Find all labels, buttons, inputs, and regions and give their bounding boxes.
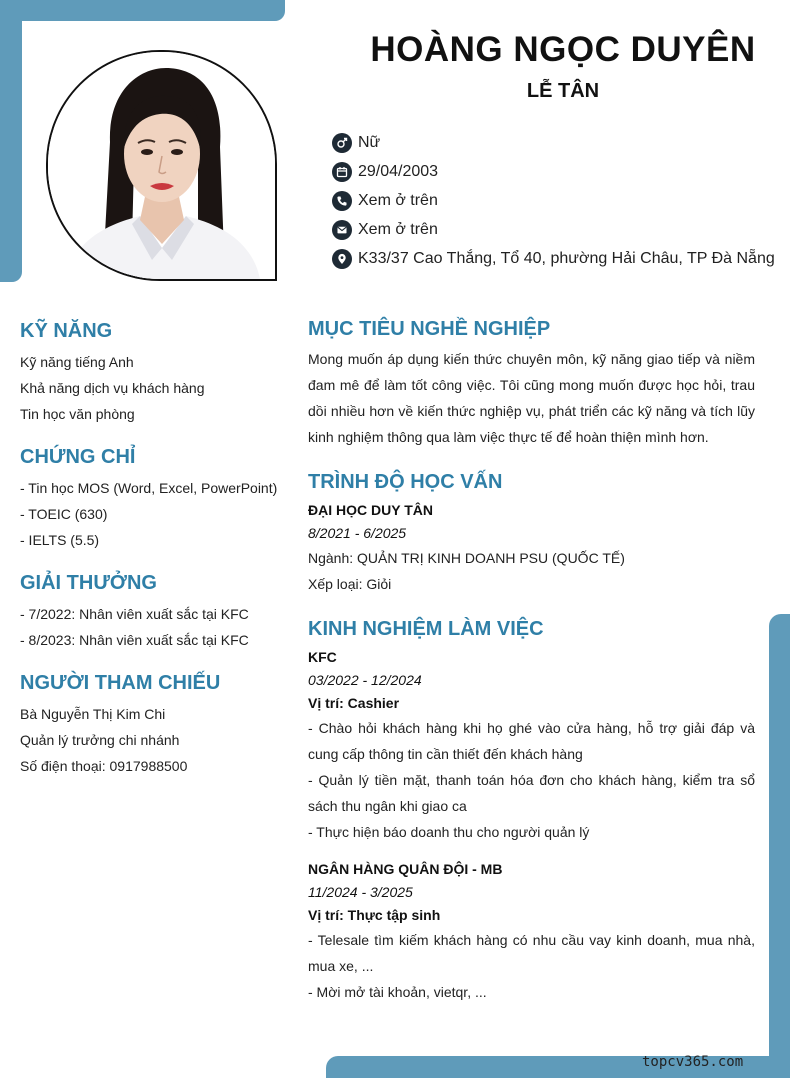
- references-section: [20, 670, 290, 779]
- job-company: KFC: [308, 649, 337, 665]
- info-address: [332, 244, 775, 273]
- education-grade: Xếp loại: Giỏi: [308, 576, 392, 592]
- experience-title: KINH NGHIỆM LÀM VIỆC: [308, 618, 544, 640]
- info-phone: [332, 186, 775, 215]
- info-birthday: [332, 157, 775, 186]
- certificate-item: - TOEIC (630): [20, 506, 108, 522]
- experience-section: [308, 616, 755, 1005]
- info-gender: [332, 128, 775, 157]
- info-gender-text: Nữ: [358, 133, 381, 151]
- job-period: 03/2022 - 12/2024: [308, 672, 422, 688]
- education-major: Ngành: QUẢN TRỊ KINH DOANH PSU (QUỐC TẾ): [308, 550, 625, 566]
- job-duty: - Chào hỏi khách hàng khi họ ghé vào cửa hàng, hỗ trợ giải đáp và cung cấp thông tin cần thiết đến khách hàng: [308, 720, 755, 762]
- education-title: TRÌNH ĐỘ HỌC VẤN: [308, 471, 503, 493]
- job-entry: [308, 646, 755, 845]
- certificate-item: - Tin học MOS (Word, Excel, PowerPoint): [20, 480, 278, 496]
- job-duty: - Quản lý tiền mặt, thanh toán hóa đơn cho khách hàng, kiểm tra sổ sách thu ngân khi giao ca: [308, 772, 755, 814]
- skill-item: Khả năng dịch vụ khách hàng: [20, 380, 205, 396]
- corner-decoration-left: [0, 0, 22, 282]
- certificates-title: CHỨNG CHỈ: [20, 446, 136, 468]
- corner-decoration-top: [0, 0, 285, 21]
- skill-item: Tin học văn phòng: [20, 406, 135, 422]
- skills-title: KỸ NĂNG: [20, 320, 113, 342]
- gender-icon: [332, 133, 352, 153]
- job-entry: [308, 858, 755, 1005]
- job-duty: - Mời mở tài khoản, vietqr, ...: [308, 984, 487, 1000]
- personal-info: [332, 128, 775, 273]
- objective-section: [308, 316, 755, 450]
- awards-section: [20, 570, 290, 653]
- profile-photo: [46, 50, 277, 281]
- skill-item: Kỹ năng tiếng Anh: [20, 354, 134, 370]
- phone-icon: [332, 191, 352, 211]
- certificates-section: [20, 444, 290, 553]
- references-title: NGƯỜI THAM CHIẾU: [20, 672, 221, 694]
- corner-decoration-right: [769, 614, 790, 1078]
- job-title: LỄ TÂN: [526, 80, 600, 102]
- job-period: 11/2024 - 3/2025: [308, 884, 413, 900]
- candidate-name: HOÀNG NGỌC DUYÊN: [370, 30, 756, 69]
- education-period: 8/2021 - 6/2025: [308, 525, 407, 541]
- education-section: [308, 469, 755, 597]
- reference-item: Quản lý trưởng chi nhánh: [20, 732, 180, 748]
- email-icon: [332, 220, 352, 240]
- skills-section: [20, 318, 290, 427]
- certificate-item: - IELTS (5.5): [20, 532, 100, 548]
- award-item: - 7/2022: Nhân viên xuất sắc tại KFC: [20, 606, 249, 622]
- watermark-text: topcv365.com: [642, 1054, 744, 1070]
- right-column: [308, 316, 755, 1024]
- job-position: Vị trí: Cashier: [308, 695, 400, 711]
- info-email: [332, 215, 775, 244]
- job-duty: - Thực hiện báo doanh thu cho người quản lý: [308, 824, 590, 840]
- info-phone-text: Xem ở trên: [358, 191, 438, 209]
- award-item: - 8/2023: Nhân viên xuất sắc tại KFC: [20, 632, 249, 648]
- calendar-icon: [332, 162, 352, 182]
- info-email-text: Xem ở trên: [358, 220, 438, 238]
- education-school: ĐẠI HỌC DUY TÂN: [308, 502, 433, 518]
- objective-text: Mong muốn áp dụng kiến thức chuyên môn, kỹ năng giao tiếp và niềm đam mê để làm tốt công việc. Tôi cũng mong muốn được học hỏi, trau dồi nhiều hơn về kiến thức nghiệp vụ, phát triển các kỹ năng và tích lũy kinh nghiệm thông qua làm việc thực tế để hoàn thiện mình hơn.: [308, 351, 755, 445]
- objective-title: MỤC TIÊU NGHỀ NGHIỆP: [308, 318, 551, 340]
- info-birthday-text: 29/04/2003: [358, 162, 439, 180]
- job-position: Vị trí: Thực tập sinh: [308, 907, 441, 923]
- job-duty: - Telesale tìm kiếm khách hàng có nhu cầu vay kinh doanh, mua nhà, mua xe, ...: [308, 932, 755, 974]
- left-column: [20, 318, 290, 796]
- reference-item: Số điện thoại: 0917988500: [20, 758, 188, 774]
- info-address-text: K33/37 Cao Thắng, Tổ 40, phường Hải Châu, TP Đà Nẵng: [358, 249, 775, 267]
- location-icon: [332, 249, 352, 269]
- job-company: NGÂN HÀNG QUÂN ĐỘI - MB: [308, 861, 503, 877]
- awards-title: GIẢI THƯỞNG: [20, 572, 157, 594]
- reference-item: Bà Nguyễn Thị Kim Chi: [20, 706, 166, 722]
